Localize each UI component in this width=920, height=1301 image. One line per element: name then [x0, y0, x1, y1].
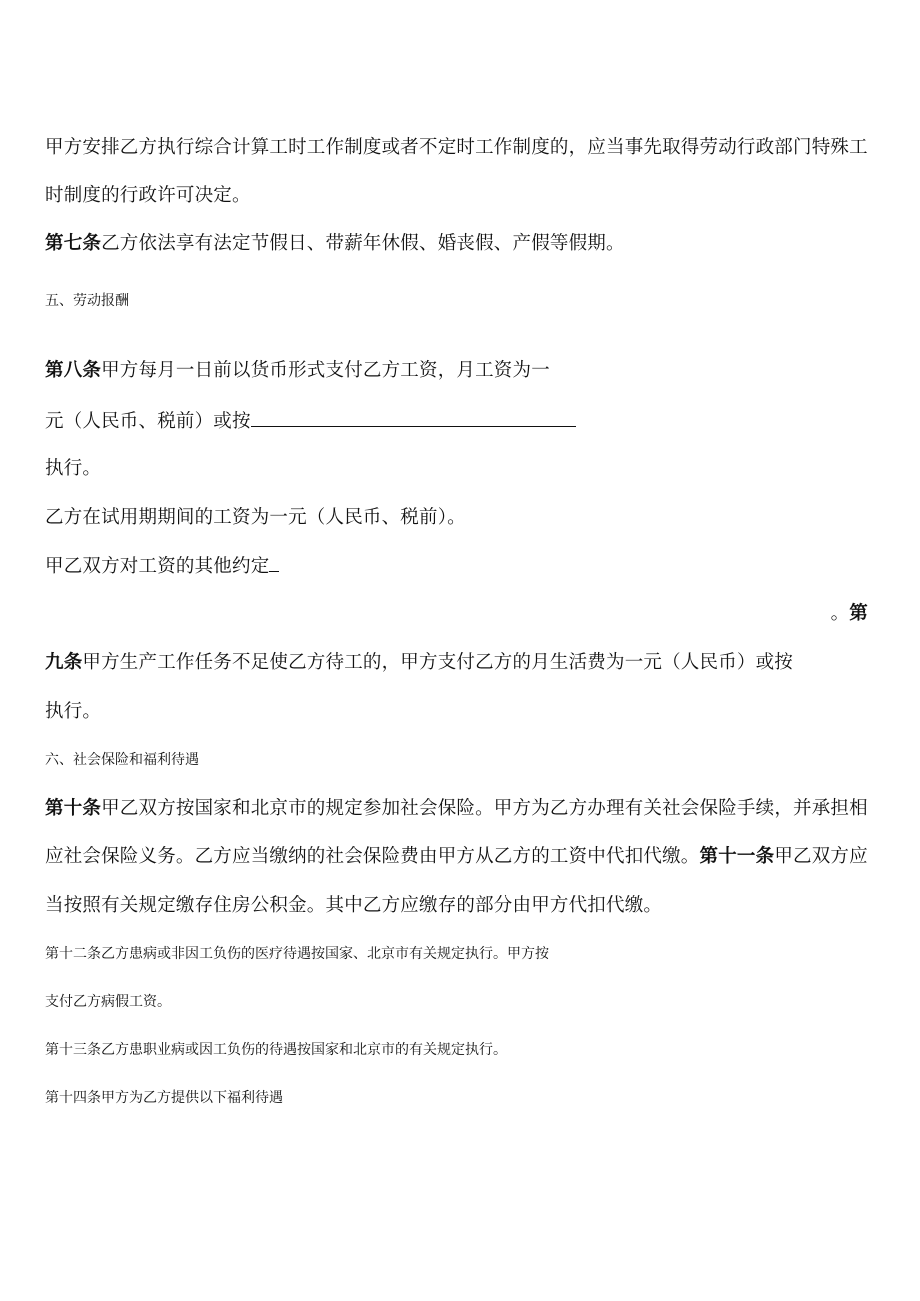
paragraph-line: 支付乙方病假工资。 — [45, 994, 171, 1010]
article-text: 元（人民币、税前）或按 — [45, 411, 251, 432]
article-text: 乙方依法享有法定节假日、带薪年休假、婚丧假、产假等假期。 — [101, 233, 625, 254]
article-9-label-start — [831, 605, 868, 624]
article-label: 第十一条 — [699, 846, 775, 867]
paragraph-line: 时制度的行政许可决定。 — [45, 185, 251, 206]
other-agreement-line — [45, 557, 279, 577]
article-text: 甲方生产工作任务不足使乙方待工的，甲方支付乙方的月生活费为一元（人民币）或按 — [82, 652, 794, 673]
paragraph-line: 第十二条乙方患病或非因工负伤的医疗待遇按国家、北京市有关规定执行。甲方按 — [45, 946, 549, 962]
article-8-line2 — [45, 412, 576, 432]
article-text: 甲乙双方对工资的其他约定 — [45, 556, 270, 577]
article-label: 第 — [849, 603, 868, 624]
fill-in-blank — [251, 412, 576, 427]
article-10-line2 — [45, 848, 868, 867]
article-label: 第十条 — [45, 798, 102, 819]
paragraph-line: 当按照有关规定缴存住房公积金。其中乙方应缴存的部分由甲方代扣代缴。 — [45, 895, 663, 916]
paragraph-line: 执行。 — [45, 701, 102, 722]
paragraph-line: 第十三条乙方患职业病或因工负伤的待遇按国家和北京市的有关规定执行。 — [45, 1042, 507, 1058]
article-9 — [45, 654, 793, 673]
paragraph-line: 甲方安排乙方执行综合计算工时工作制度或者不定时工作制度的，应当事先取得劳动行政部门特殊工 — [45, 137, 868, 158]
article-text: 甲方每月一日前以货币形式支付乙方工资，月工资为一 — [101, 360, 550, 381]
article-text: 甲乙双方应 — [774, 846, 868, 867]
article-label: 第八条 — [45, 360, 102, 381]
article-10-line1 — [45, 800, 868, 819]
section-heading: 六、社会保险和福利待遇 — [45, 752, 199, 768]
article-label: 第七条 — [45, 233, 102, 254]
article-text: 甲乙双方按国家和北京市的规定参加社会保险。甲方为乙方办理有关社会保险手续，并承担相 — [101, 798, 868, 819]
paragraph-line: 第十四条甲方为乙方提供以下福利待遇 — [45, 1090, 283, 1106]
article-text: 应社会保险义务。乙方应当缴纳的社会保险费由甲方从乙方的工资中代扣代缴。 — [45, 846, 700, 867]
punctuation: 。 — [830, 603, 850, 624]
article-7 — [45, 235, 625, 254]
section-heading: 五、劳动报酬 — [45, 293, 129, 309]
paragraph-line: 执行。 — [45, 458, 102, 479]
article-label: 九条 — [45, 652, 83, 673]
article-8 — [45, 362, 550, 381]
paragraph-line: 乙方在试用期期间的工资为一元（人民币、税前）。 — [45, 507, 466, 528]
fill-in-blank — [269, 557, 279, 572]
